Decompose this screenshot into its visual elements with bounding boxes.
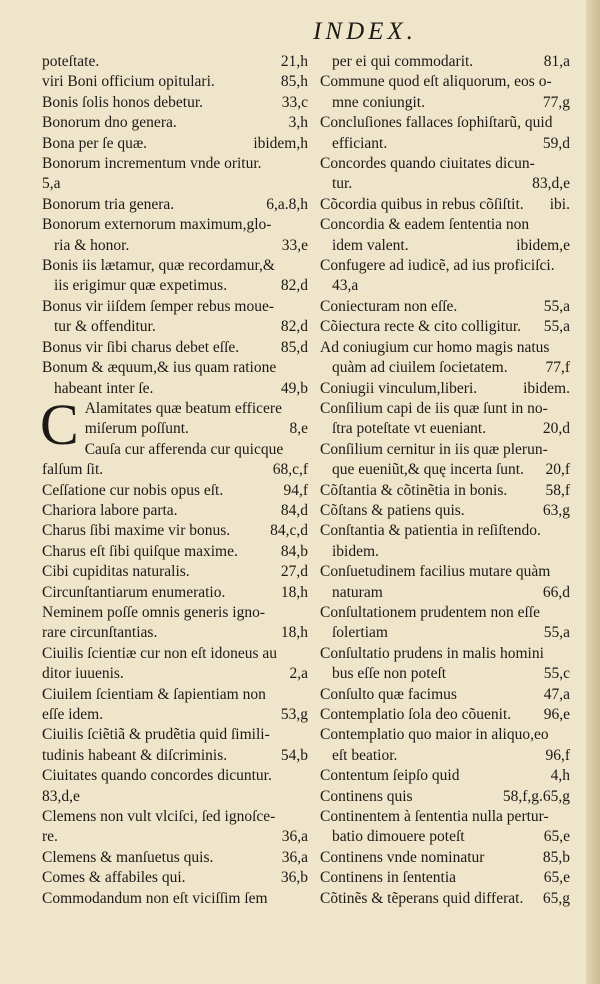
entry-text: Bona per ſe quæ. (42, 134, 148, 152)
entry-text: Cauſa cur afferenda cur quicque (84, 440, 284, 458)
entry-text: viri Boni officium opitulari. (42, 73, 215, 91)
entry-text: Bonis ſolis honos debetur. (42, 93, 204, 111)
entry-text: Coniecturam non eſſe. (320, 297, 458, 315)
entry-text: eſſe idem. (42, 706, 104, 723)
entry-reference: 4,h (550, 767, 570, 785)
entry-reference: 18,h (280, 624, 308, 642)
page-header: INDEX. (313, 18, 417, 45)
entry-text: Coniugii vinculum,liberi. (320, 379, 478, 397)
index-entry (320, 562, 570, 582)
index-entry (320, 52, 570, 72)
index-entry (85, 399, 308, 419)
entry-text: batio dimouere poteſt (332, 828, 465, 846)
entry-text: Continens in ſententia (320, 869, 457, 887)
index-entry (42, 889, 308, 909)
index-entry (42, 481, 308, 501)
index-entry (42, 521, 308, 541)
index-entry (42, 317, 308, 337)
entry-text: tudinis habeant & diſcriminis. (42, 746, 228, 764)
index-column-right (320, 52, 570, 909)
entry-text: eſt beatior. (332, 746, 398, 764)
index-entry (320, 725, 570, 745)
entry-text: idem valent. (332, 236, 409, 254)
index-entry (42, 236, 308, 256)
index-entry (320, 705, 570, 725)
entry-text: 5,a (42, 175, 61, 193)
entry-reference: 8,e (289, 420, 308, 438)
index-entry (42, 52, 308, 72)
index-entry (42, 460, 308, 480)
entry-text: miſerum poſſunt. (84, 420, 189, 438)
entry-text: Conſtantia & patientia in reſiſtendo. (320, 522, 541, 540)
entry-text: Clemens & manſuetus quis. (42, 848, 214, 866)
index-entry (320, 827, 570, 847)
entry-text: Conſultationem prudentem non eſſe (320, 603, 540, 621)
index-entry (320, 644, 570, 664)
entry-reference: 33,c (281, 93, 308, 111)
entry-reference: ibidem,e (516, 236, 570, 254)
entry-reference: 65,g (542, 889, 570, 907)
entry-reference: 96,e (543, 706, 570, 723)
index-entry (320, 338, 570, 358)
index-entry (320, 134, 570, 154)
index-entry (42, 603, 308, 623)
entry-text: Circunſtantiarum enumeratio. (42, 583, 226, 601)
index-entry (42, 827, 308, 847)
entry-text: ria & honor. (54, 236, 130, 254)
index-entry (320, 419, 570, 439)
entry-text: Cõiectura recte & cito colligitur. (320, 318, 522, 336)
entry-reference: 65,e (543, 828, 570, 846)
entry-reference: 33,e (281, 236, 308, 254)
index-entry (320, 685, 570, 705)
entry-reference: 55,a (543, 297, 570, 315)
entry-reference: 18,h (280, 583, 308, 601)
index-entry (320, 440, 570, 460)
index-entry (320, 358, 570, 378)
index-entry (320, 583, 570, 603)
entry-reference: 94,f (283, 481, 308, 499)
index-entry (320, 379, 570, 399)
index-entry (320, 113, 570, 133)
entry-text: tur & offenditur. (54, 318, 156, 336)
index-entry (42, 358, 308, 378)
entry-reference: 66,d (542, 583, 570, 601)
entry-reference: 36,a (281, 848, 308, 866)
entry-reference: 49,b (280, 379, 308, 397)
entry-text: Conſulto quæ facimus (320, 685, 457, 703)
index-entry (320, 256, 570, 276)
index-entry (42, 338, 308, 358)
entry-text: Bonorum externorum maximum,glo- (42, 216, 272, 234)
entry-text: iis erigimur quæ expetimus. (54, 277, 228, 295)
entry-reference: 21,h (280, 53, 308, 70)
index-entry (320, 889, 570, 909)
entry-text: Charus eſt ſibi quiſque maxime. (42, 542, 238, 560)
index-entry (320, 399, 570, 419)
entry-reference: 84,d (280, 501, 308, 519)
entry-text: Ciuilis ſciẽtiã & prudẽtia quid ſimili- (42, 726, 270, 744)
entry-reference: 82,d (280, 318, 308, 336)
entry-text: Confugere ad iudicẽ, ad ius proficiſci. (320, 257, 555, 275)
entry-text: Conſuetudinem facilius mutare quàm (320, 563, 551, 581)
entry-text: Contemplatio ſola deo cõuenit. (320, 706, 512, 723)
entry-text: Ad coniugium cur homo magis natus (320, 338, 550, 356)
entry-text: naturam (332, 583, 383, 601)
entry-text: Commodandum non eſt viciſſim ſem (42, 889, 268, 907)
entry-text: Cõſtans & patiens quis. (320, 501, 465, 519)
entry-text: Bonorum dno genera. (42, 114, 177, 132)
entry-reference: 6,a.8,h (266, 195, 308, 213)
index-entry (320, 787, 570, 807)
entry-reference: 77,g (542, 93, 570, 111)
entry-text: Concordia & eadem ſententia non (320, 216, 530, 234)
entry-text: Conſilium capi de iis quæ ſunt in no- (320, 399, 548, 417)
index-entry (320, 174, 570, 194)
entry-reference: 47,a (543, 685, 570, 703)
index-entry (42, 787, 308, 807)
entry-text: 43,a (332, 277, 359, 295)
entry-text: Concordes quando ciuitates dicun- (320, 155, 535, 173)
entry-text: Bonus vir iiſdem ſemper rebus moue- (42, 297, 275, 315)
entry-reference: 55,c (543, 665, 570, 683)
entry-reference: 59,d (542, 134, 570, 152)
entry-text: Chariora labore parta. (42, 501, 178, 519)
entry-text: habeant inter ſe. (54, 379, 154, 397)
entry-text: Ceſſatione cur nobis opus eſt. (42, 481, 224, 499)
index-entry (85, 419, 308, 439)
entry-text: Bonorum tria genera. (42, 195, 175, 213)
index-entry (320, 276, 570, 296)
index-entry (320, 766, 570, 786)
entry-text: ſolertiam (332, 624, 388, 642)
entry-text: falſum ſit. (42, 461, 104, 479)
index-entry (42, 215, 308, 235)
index-entry (42, 174, 308, 194)
index-entry (42, 113, 308, 133)
index-entry (320, 481, 570, 501)
entry-reference: 65,e (543, 869, 570, 887)
entry-text: rare circunſtantias. (42, 624, 158, 642)
entry-text: que eueniũt,& quę incerta ſunt. (332, 461, 524, 479)
entry-reference: 2,a (289, 665, 308, 683)
entry-reference: 82,d (280, 277, 308, 295)
index-entry (42, 623, 308, 643)
entry-text: Continens quis (320, 787, 413, 805)
index-entry (42, 766, 308, 786)
index-entry (320, 195, 570, 215)
entry-reference: 3,h (288, 114, 308, 132)
entry-text: ditor iuuenis. (42, 665, 124, 683)
index-entry (42, 379, 308, 399)
entry-text: Ciuitates quando concordes dicuntur. (42, 767, 272, 785)
entry-reference: 55,a (543, 318, 570, 336)
index-entry (320, 664, 570, 684)
entry-text: quàm ad ciuilem ſocietatem. (332, 359, 508, 377)
entry-reference: 20,f (545, 461, 570, 479)
entry-text: Bonum & æquum,& ius quam ratione (42, 359, 277, 377)
index-entry (42, 705, 308, 725)
index-entry (320, 501, 570, 521)
entry-reference: 68,c,f (272, 461, 308, 479)
index-entry (320, 746, 570, 766)
entry-reference: ibidem,h (253, 134, 308, 152)
index-entry (42, 542, 308, 562)
initial-block (40, 391, 308, 460)
index-entry (42, 501, 308, 521)
index-entry (42, 297, 308, 317)
entry-text: poteſtate. (42, 53, 100, 70)
index-entry (320, 317, 570, 337)
entry-reference: 36,a (281, 828, 308, 846)
entry-text: Alamitates quæ beatum efficere (84, 399, 282, 417)
entry-reference: 58,f (545, 481, 570, 499)
index-entry (42, 93, 308, 113)
entry-text: re. (42, 828, 58, 846)
index-entry (320, 603, 570, 623)
index-entry (42, 562, 308, 582)
entry-reference: 85,b (542, 848, 570, 866)
index-entry (42, 746, 308, 766)
entry-text: Neminem poſſe omnis generis igno- (42, 603, 265, 621)
entry-reference: 81,a (543, 53, 570, 70)
entry-text: Concluſiones fallaces ſophiſtarũ, quid (320, 114, 553, 132)
index-entry (320, 848, 570, 868)
index-entry (42, 583, 308, 603)
index-entry (320, 72, 570, 92)
drop-cap-initial: C (40, 391, 79, 457)
index-entry (320, 460, 570, 480)
entry-reference: 36,b (280, 869, 308, 887)
index-column-left (42, 52, 308, 909)
entry-text: Continens vnde nominatur (320, 848, 485, 866)
entry-reference: 55,a (543, 624, 570, 642)
index-entry (42, 256, 308, 276)
entry-text: Charus ſibi maxime vir bonus. (42, 522, 231, 540)
entry-text: ibidem. (332, 542, 379, 560)
entry-reference: 54,b (280, 746, 308, 764)
entry-reference: 84,c,d (270, 522, 308, 540)
entry-reference: 85,h (280, 73, 308, 91)
entry-text: Cõſtantia & cõtinẽtia in bonis. (320, 481, 508, 499)
entry-text: Conſilium cernitur in iis quæ plerun- (320, 440, 548, 458)
entry-text: efficiant. (332, 134, 388, 152)
page-edge (586, 0, 600, 984)
entry-reference: 53,g (280, 706, 308, 723)
entry-text: Cibi cupiditas naturalis. (42, 563, 190, 581)
index-entry (42, 134, 308, 154)
index-entry (320, 154, 570, 174)
entry-text: 83,d,e (42, 787, 80, 805)
entry-text: bus eſſe non poteſt (332, 665, 447, 683)
entry-text: Conſultatio prudens in malis homini (320, 644, 544, 662)
entry-text: Comes & affabiles qui. (42, 869, 186, 887)
entry-text: Bonus vir ſibi charus debet eſſe. (42, 338, 240, 356)
entry-reference: ibidem. (523, 379, 570, 397)
entry-text: Ciuilem ſcientiam & ſapientiam non (42, 685, 266, 703)
entry-reference: 27,d (280, 563, 308, 581)
entry-reference: 84,b (280, 542, 308, 560)
entry-reference: 85,d (280, 338, 308, 356)
entry-text: Clemens non vult vlciſci, ſed ignoſce- (42, 808, 276, 826)
entry-text: Cõcordia quibus in rebus cõſiſtit. (320, 195, 524, 213)
index-entry (42, 644, 308, 664)
index-entry (42, 154, 308, 174)
entry-text: Cõtinẽs & tẽperans quid differat. (320, 889, 524, 907)
index-entry (42, 685, 308, 705)
index-entry (42, 725, 308, 745)
entry-text: mne coniungit. (332, 93, 425, 111)
entry-reference: 83,d,e (532, 175, 570, 193)
index-entry (42, 807, 308, 827)
index-entry (42, 848, 308, 868)
entry-text: Ciuilis ſcientiæ cur non eſt idoneus au (42, 644, 278, 662)
index-entry (320, 542, 570, 562)
entry-text: Continentem à ſententia nulla pertur- (320, 808, 549, 826)
index-entry (42, 195, 308, 215)
entry-reference: ibi. (549, 195, 570, 213)
index-entry (42, 868, 308, 888)
entry-reference: 58,f,g.65,g (502, 787, 570, 805)
entry-text: per ei qui commodarit. (332, 53, 474, 70)
index-entry (320, 807, 570, 827)
entry-text: Bonis iis lætamur, quæ recordamur,& (42, 257, 275, 275)
entry-text: Commune quod eſt aliquorum, eos o- (320, 73, 552, 91)
index-entry (320, 623, 570, 643)
entry-text: tur. (332, 175, 353, 193)
entry-text: ſtra poteſtate vt eueniant. (332, 420, 487, 438)
index-entry (320, 868, 570, 888)
index-entry (42, 664, 308, 684)
index-entry (320, 215, 570, 235)
index-entry (85, 440, 308, 460)
entry-text: Bonorum incrementum vnde oritur. (42, 155, 262, 173)
entry-text: Contemplatio quo maior in aliquo,eo (320, 726, 549, 744)
entry-reference: 77,f (545, 359, 570, 377)
entry-reference: 63,g (542, 501, 570, 519)
entry-reference: 96,f (545, 746, 570, 764)
index-entry (320, 93, 570, 113)
index-entry (320, 236, 570, 256)
index-entry (320, 521, 570, 541)
index-entry (42, 276, 308, 296)
index-entry (320, 297, 570, 317)
entry-reference: 20,d (542, 420, 570, 438)
index-entry (42, 72, 308, 92)
entry-text: Contentum ſeipſo quid (320, 767, 460, 785)
